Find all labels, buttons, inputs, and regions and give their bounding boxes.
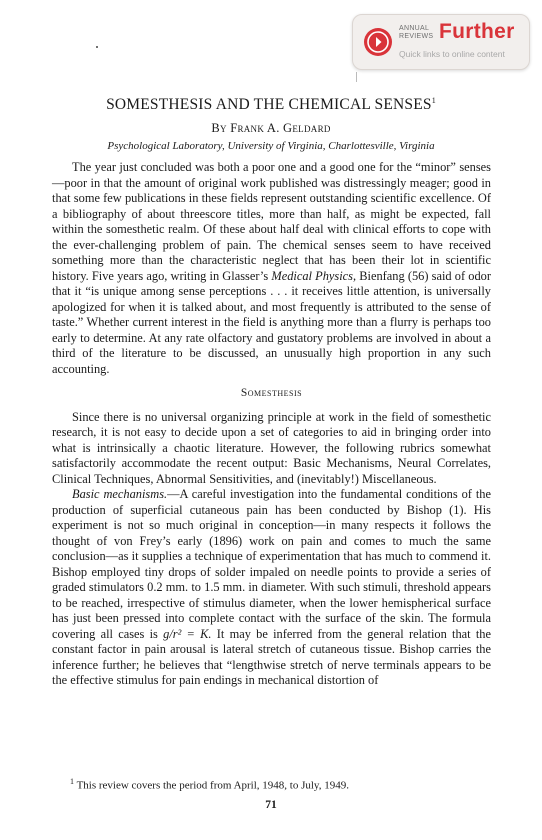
scan-speck	[96, 46, 98, 48]
footnote-mark: 1	[70, 777, 74, 786]
annual-label: ANNUAL	[399, 25, 430, 32]
page-number: 71	[265, 799, 277, 811]
footnote-text: This review covers the period from April, 1948, to July, 1949.	[76, 779, 349, 792]
further-links-badge[interactable]	[352, 14, 530, 70]
title-footnote-mark: 1	[431, 96, 436, 105]
somesthesis-paragraph-1: Since there is no universal organizing principle at work in the field of somesthetic research, it is not easy to decide upon a set of categories to aid in bringing order into what is intrinsically a chaotic literature. However, the following rubrics somewhat satisfactorily accommodate the recent output: Basic Mechanisms, Neural Correlates, Clinical Techniques, Abnormal Sensitivities, and (inevitably!) Miscellaneous.	[52, 409, 491, 486]
intro-paragraph: The year just concluded was both a poor one and a good one for the “minor” senses—poor in that the amount of original work published was distressingly meager; good in that some few publications in these fields represent outstanding scientific excellence. Of a bibliography of about threescore titles, more than half, as might be expected, fall within the somesthetic realm. Of these about half deal with clinical efforts to cope with the ever-challenging problem of pain. The chemical senses seem to have received something more than the characteristic neglect that has been their lot in scientific history. Five years ago, writing in Glasser’s Medical Physics, Bienfang (56) said of odor that it “is unique among sense perceptions . . . it receives little attention, is universally apologized for when it is talked about, and most frequently is attributed to the sense of taste.” Whether current interest in the field is anything more than a flurry is perhaps too early to determine. At any rate olfactory and gustatory problems are involved in about a third of the literature to be discussed, an unusually high proportion in any such accounting.	[52, 160, 491, 376]
further-label: Further	[439, 20, 515, 43]
section-heading: Somesthesis	[240, 387, 303, 399]
basic-mechanisms-paragraph: Basic mechanisms.—A careful investigation into the fundamental conditions of the production of superficial cutaneous pain has been conducted by Bishop (1). His experiment is not so much original in conception—in many respects it follows the thought of von Frey’s early (1896) work on pain and comes to much the same conclusion—as it supplies a technique of experimentation that has much to commend it. Bishop employed tiny drops of solder impaled on needle points to provide a series of graded stimulators 0.2 mm. to 1.5 mm. in diameter. With such stimuli, threshold appears to be reached, irrespective of stimulus diameter, when the lower hemispherical surface has just been pressed into complete contact with the surface of the skin. The formula covering all cases is g/r² = K. It may be inferred from the general relation that the constant factor in pain arousal is lateral stretch of cutaneous tissue. Bishop carries the inference further; he believes that “lengthwise stretch of nerve terminals appears to be the effective stimulus for pain endings in mechanical distortion of	[52, 487, 491, 687]
divider-mark	[356, 72, 357, 82]
affiliation: Psychological Laboratory, University of Virginia, Charlottesville, Virginia	[107, 140, 435, 152]
title-text: SOMESTHESIS AND THE CHEMICAL SENSES	[106, 96, 432, 114]
author-line	[0, 121, 542, 136]
annual-reviews-logo-text	[399, 25, 439, 41]
article-body	[52, 160, 491, 689]
article-title	[0, 96, 542, 114]
quick-links-label[interactable]: Quick links to online content	[399, 49, 505, 59]
reviews-label: REVIEWS	[399, 33, 434, 40]
author-name: Frank A. Geldard	[230, 121, 331, 135]
author-prefix: By	[211, 121, 227, 135]
journal-title: Medical Physics,	[271, 268, 357, 283]
footnote	[70, 777, 490, 792]
play-arrow-icon	[363, 27, 393, 57]
formula: g/r² = K.	[163, 626, 212, 641]
run-in-heading: Basic mechanisms.	[72, 487, 168, 501]
